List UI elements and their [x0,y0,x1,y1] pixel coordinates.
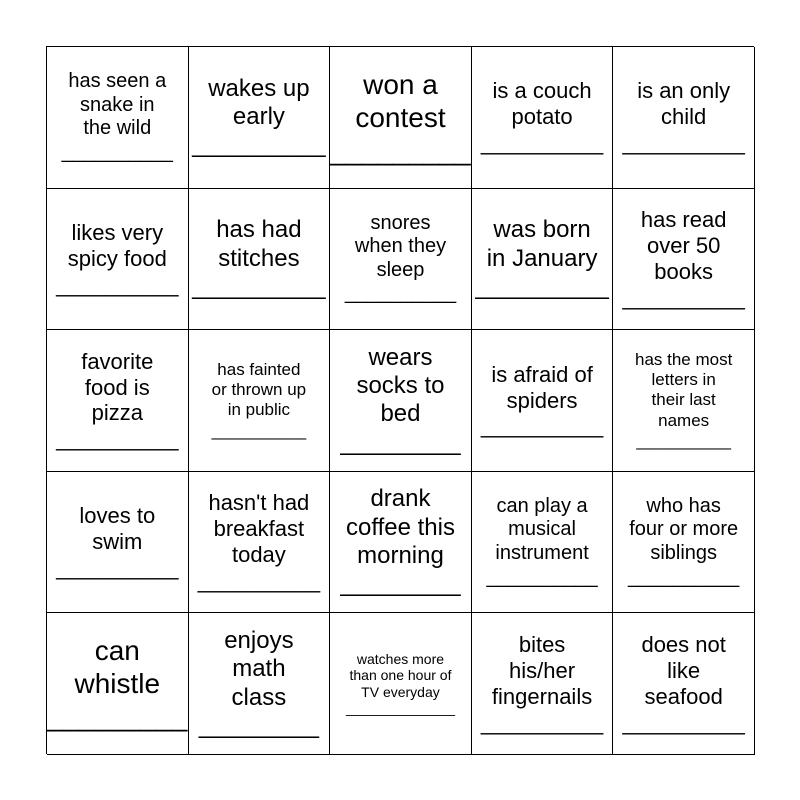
cell-text: has seen a snake in the wild __________ [61,70,173,163]
bingo-cell[interactable] [613,189,755,331]
cell-text: is a couch potato __________ [480,78,604,156]
cell-text: loves to swim __________ [56,503,179,581]
bingo-cell[interactable] [472,47,614,189]
bingo-cell[interactable] [613,330,755,472]
bingo-cell[interactable] [189,189,331,331]
cell-text: hasn't had breakfast today __________ [197,490,321,594]
bingo-cell[interactable] [189,330,331,472]
bingo-cell[interactable] [47,613,189,755]
bingo-cell[interactable] [330,47,472,189]
cell-text: can play a musical instrument __________ [486,494,598,588]
cell-text: won a contest _________ [330,68,471,166]
cell-text: watches more than one hour of TV everyday ______________ [345,650,455,717]
cell-text: has the most letters in their last names __________ [635,350,733,450]
cell-text: has fainted or thrown up in public __________ [211,360,307,440]
cell-text: has read over 50 books __________ [622,206,745,310]
bingo-cell[interactable] [189,613,331,755]
bingo-cell[interactable] [613,47,755,189]
bingo-cell[interactable] [472,189,614,331]
cell-text: was born in January __________ [475,216,609,301]
bingo-cell[interactable] [472,472,614,614]
cell-text: has had stitches __________ [192,216,326,301]
cell-text: wears socks to bed _________ [340,343,461,456]
bingo-cell[interactable] [330,189,472,331]
cell-text: bites his/her fingernails __________ [480,631,604,735]
bingo-cell[interactable] [47,472,189,614]
cell-text: does not like seafood __________ [622,631,745,735]
cell-text: is an only child __________ [622,78,745,156]
cell-text: is afraid of spiders __________ [480,361,604,439]
bingo-card [46,46,754,754]
bingo-cell[interactable] [189,47,331,189]
bingo-cell[interactable] [330,330,472,472]
cell-text: snores when they sleep __________ [344,211,457,305]
bingo-cell[interactable] [613,613,755,755]
bingo-cell[interactable] [189,472,331,614]
cell-text: favorite food is pizza __________ [56,348,179,452]
bingo-cell[interactable] [613,472,755,614]
cell-text: likes very spicy food __________ [56,219,179,297]
bingo-cell[interactable] [330,613,472,755]
cell-text: drank coffee this morning _________ [340,485,461,598]
bingo-cell[interactable] [472,613,614,755]
bingo-cell[interactable] [47,330,189,472]
cell-text: who has four or more siblings __________ [628,494,740,588]
bingo-cell[interactable] [47,47,189,189]
cell-text: wakes up early __________ [192,74,326,159]
bingo-cell[interactable] [472,330,614,472]
cell-text: can whistle _________ [47,635,188,733]
cell-text: enjoys math class _________ [198,627,319,739]
bingo-cell[interactable] [330,472,472,614]
bingo-cell[interactable] [47,189,189,331]
